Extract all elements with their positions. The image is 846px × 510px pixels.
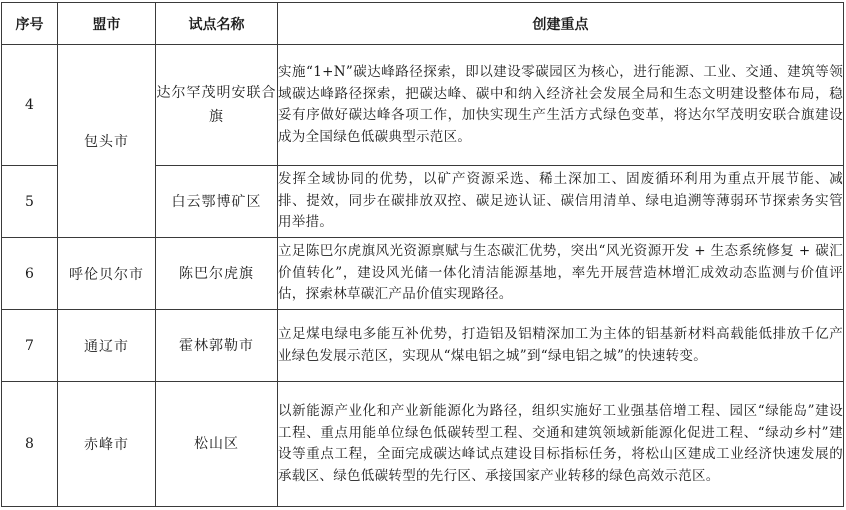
table-row	[2, 238, 844, 310]
row-focus: 实施“1+N”碳达峰路径探索，即以建设零碳园区为核心，进行能源、工业、交通、建筑等领域碳达峰路径探索，把碳达峰、碳中和纳入经济社会发展全局和生态文明建设整体布局，稳妥有序做好碳达峰各项工作，加快实现生产生活方式绿色变革，将达尔罕茂明安联合旗建设成为全国绿色低碳典型示范区。	[278, 45, 844, 166]
row-site: 白云鄂博矿区	[156, 166, 278, 238]
row-num: 6	[2, 238, 58, 310]
table-row	[2, 382, 844, 507]
row-num: 5	[2, 166, 58, 238]
header-row	[2, 3, 844, 45]
row-site: 霍林郭勒市	[156, 310, 278, 382]
row-focus: 以新能源产业化和产业新能源化为路径，组织实施好工业强基倍增工程、园区“绿能岛”建设工程、重点用能单位绿色低碳转型工程、交通和建筑领域新能源化促进工程、“绿动乡村”建设等重点工程，全面完成碳达峰试点建设目标指标任务，将松山区建成工业经济快速发展的承载区、绿色低碳转型的先行区、承接国家产业转移的绿色高效示范区。	[278, 382, 844, 507]
row-num: 8	[2, 382, 58, 507]
row-focus: 发挥全域协同的优势，以矿产资源采选、稀土深加工、固废循环利用为重点开展节能、减排、提效，同步在碳排放双控、碳足迹认证、碳信用清单、绿电追溯等薄弱环节探索务实管用举措。	[278, 166, 844, 238]
header-num: 序号	[2, 3, 58, 45]
row-focus: 立足煤电绿电多能互补优势，打造铝及铝精深加工为主体的铝基新材料高载能低排放千亿产业绿色发展示范区，实现从“煤电铝之城”到“绿电铝之城”的快速转变。	[278, 310, 844, 382]
row-focus: 立足陈巴尔虎旗风光资源禀赋与生态碳汇优势，突出“风光资源开发 + 生态系统修复 + 碳汇价值转化”，建设风光储一体化清洁能源基地，率先开展营造林增汇成效动态监测与价值评估，探索林草碳汇产品价值实现路径。	[278, 238, 844, 310]
row-city: 赤峰市	[58, 382, 156, 507]
row-num: 7	[2, 310, 58, 382]
row-city: 包头市	[58, 45, 156, 238]
row-city: 通辽市	[58, 310, 156, 382]
row-num: 4	[2, 45, 58, 166]
row-city: 呼伦贝尔市	[58, 238, 156, 310]
table-row	[2, 310, 844, 382]
header-site: 试点名称	[156, 3, 278, 45]
pilot-table	[1, 2, 844, 507]
row-site: 达尔罕茂明安联合旗	[156, 45, 278, 166]
header-focus: 创建重点	[278, 3, 844, 45]
row-site: 陈巴尔虎旗	[156, 238, 278, 310]
header-city: 盟市	[58, 3, 156, 45]
table-row	[2, 45, 844, 166]
row-site: 松山区	[156, 382, 278, 507]
